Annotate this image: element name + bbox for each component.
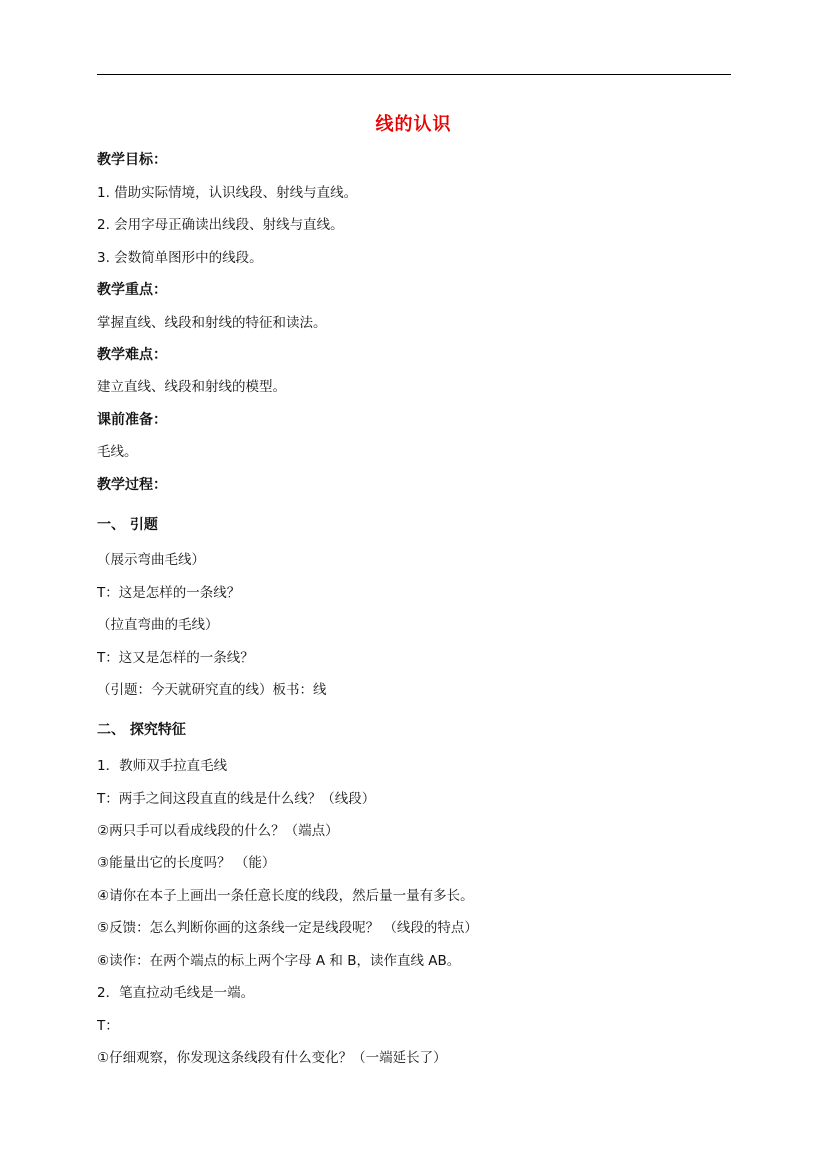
preparation-text: 毛线。 [97, 444, 138, 460]
heading-process: 教学过程： [97, 477, 167, 493]
section-2-heading: 二、 探究特征 [97, 722, 186, 738]
process-line: T： [97, 1018, 119, 1034]
document-title: 线的认识 [375, 114, 452, 135]
process-line: （拉直弯曲的毛线） [97, 617, 219, 633]
process-line: 1．教师双手拉直毛线 [97, 758, 228, 774]
process-line: T：这又是怎样的一条线？ [97, 650, 254, 666]
heading-preparation: 课前准备： [97, 412, 167, 428]
section-1-heading: 一、 引题 [97, 517, 158, 533]
objective-1: 1. 借助实际情境，认识线段、射线与直线。 [97, 185, 358, 201]
process-line: ①仔细观察，你发现这条线段有什么变化？（一端延长了） [97, 1050, 447, 1066]
process-line: T：两手之间这段直直的线是什么线？（线段） [97, 791, 376, 807]
heading-difficulties: 教学难点： [97, 347, 167, 363]
process-line: T：这是怎样的一条线？ [97, 585, 241, 601]
process-line: （展示弯曲毛线） [97, 552, 205, 568]
objective-2: 2. 会用字母正确读出线段、射线与直线。 [97, 217, 344, 233]
process-line: 2．笔直拉动毛线是一端。 [97, 985, 255, 1001]
process-line: ④请你在本子上画出一条任意长度的线段，然后量一量有多长。 [97, 888, 474, 904]
process-line: ⑥读作：在两个端点的标上两个字母 A 和 B，读作直线 AB。 [97, 953, 461, 969]
heading-objectives: 教学目标： [97, 152, 167, 168]
process-line: ⑤反馈：怎么判断你画的这条线一定是线段呢？ （线段的特点） [97, 920, 478, 936]
header-rule [97, 74, 731, 75]
heading-key-points: 教学重点： [97, 282, 167, 298]
objective-3: 3. 会数简单图形中的线段。 [97, 250, 263, 266]
process-line: ③能量出它的长度吗？ （能） [97, 855, 276, 871]
process-line: ②两只手可以看成线段的什么？（端点） [97, 823, 339, 839]
difficulties-text: 建立直线、线段和射线的模型。 [97, 379, 286, 395]
process-line: （引题：今天就研究直的线）板书：线 [97, 682, 327, 698]
key-points-text: 掌握直线、线段和射线的特征和读法。 [97, 315, 327, 331]
